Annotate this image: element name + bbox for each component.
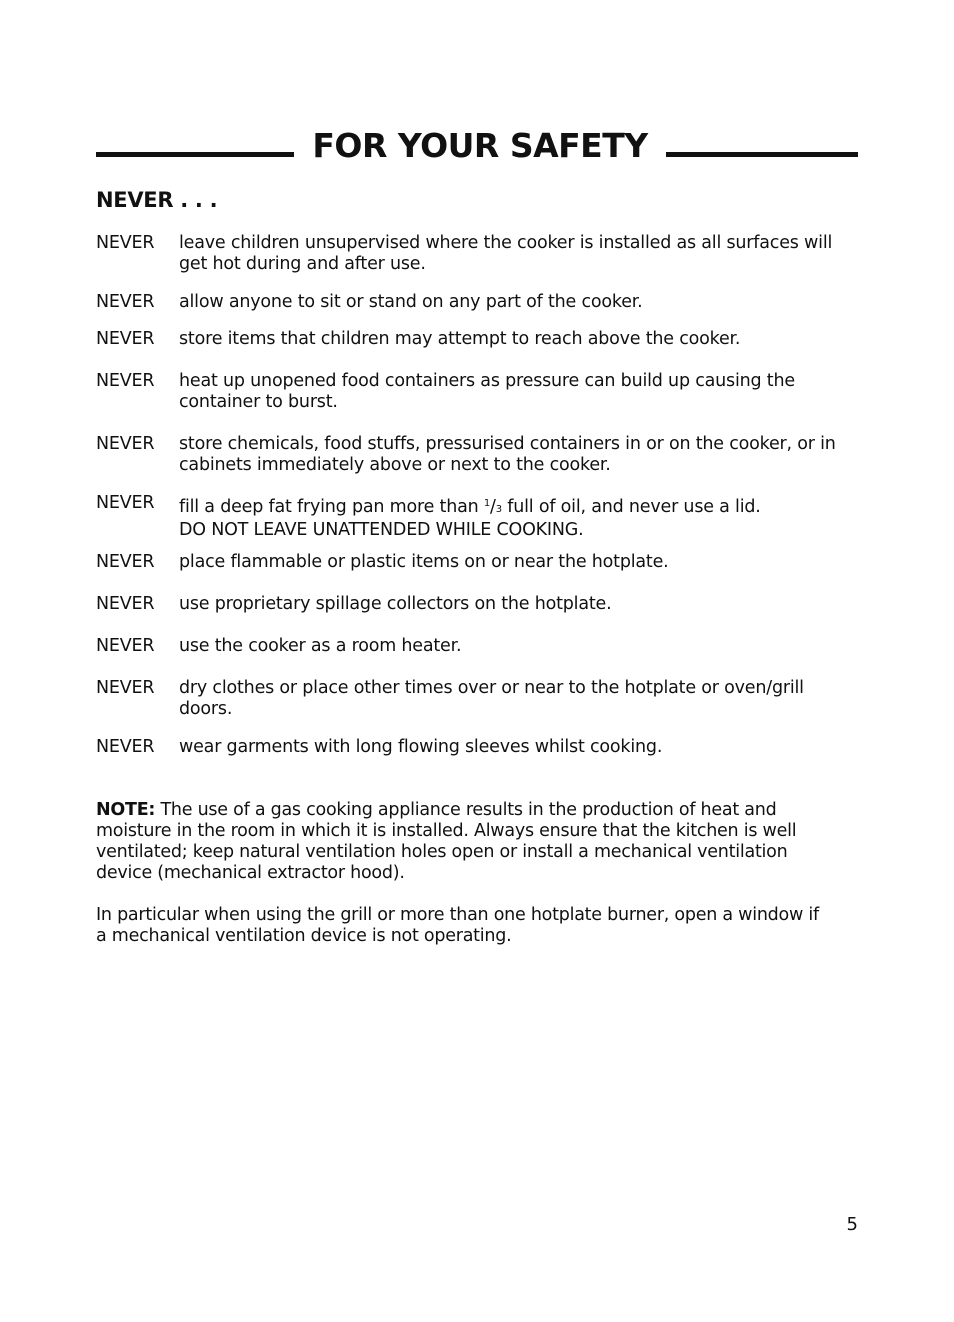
item-line: place flammable or plastic items on or near the hotplate. — [179, 552, 669, 572]
title-rule-left — [96, 152, 294, 157]
section-heading: NEVER . . . — [96, 188, 218, 212]
note-line: moisture in the room in which it is installed. Always ensure that the kitchen is well — [96, 821, 797, 841]
item-text — [179, 552, 858, 573]
item-line: wear garments with long flowing sleeves whilst cooking. — [179, 737, 663, 757]
item-label: NEVER — [96, 678, 155, 698]
fraction-numerator: 1 — [483, 498, 491, 509]
item-line: use proprietary spillage collectors on the hotplate. — [179, 594, 612, 614]
note-label: NOTE: — [96, 800, 156, 820]
note-paragraph — [96, 800, 858, 884]
item-text — [179, 434, 858, 476]
item-label: NEVER — [96, 737, 155, 757]
item-line: DO NOT LEAVE UNATTENDED WHILE COOKING. — [179, 520, 584, 540]
paragraph-line: In particular when using the grill or more than one hotplate burner, open a window if — [96, 905, 819, 925]
item-line: leave children unsupervised where the cooker is installed as all surfaces will — [179, 233, 833, 253]
item-label: NEVER — [96, 292, 155, 312]
item-line: store chemicals, food stuffs, pressurised containers in or on the cooker, or in — [179, 434, 836, 454]
item-line: dry clothes or place other times over or near to the hotplate or oven/grill — [179, 678, 804, 698]
fraction-after: full of oil, and never use a lid. — [501, 497, 761, 517]
item-text — [179, 371, 858, 413]
item-line: get hot during and after use. — [179, 254, 426, 274]
item-line: cabinets immediately above or next to the cooker. — [179, 455, 611, 475]
note-text: The use of a gas cooking appliance results in the production of heat and — [155, 800, 777, 820]
item-text — [179, 594, 858, 615]
ventilation-paragraph — [96, 905, 858, 947]
fraction-denominator: 3 — [495, 504, 502, 515]
item-line: allow anyone to sit or stand on any part of the cooker. — [179, 292, 643, 312]
item-text — [179, 493, 858, 541]
title-row — [96, 124, 858, 168]
item-label: NEVER — [96, 636, 155, 656]
item-text — [179, 292, 858, 313]
item-text — [179, 678, 858, 720]
note-line: device (mechanical extractor hood). — [96, 863, 405, 883]
item-line: heat up unopened food containers as pressure can build up causing the — [179, 371, 795, 391]
title-rule-right — [666, 152, 858, 157]
item-text — [179, 737, 858, 758]
item-text — [179, 233, 858, 275]
item-line-fraction — [179, 493, 858, 520]
item-text — [179, 329, 858, 350]
item-label: NEVER — [96, 371, 155, 391]
item-text — [179, 636, 858, 657]
page-title: FOR YOUR SAFETY — [312, 126, 648, 165]
item-line: use the cooker as a room heater. — [179, 636, 462, 656]
item-line: store items that children may attempt to reach above the cooker. — [179, 329, 741, 349]
item-line: container to burst. — [179, 392, 338, 412]
note-line — [96, 800, 858, 821]
item-label: NEVER — [96, 434, 155, 454]
item-label: NEVER — [96, 329, 155, 349]
fraction-slash: / — [490, 497, 496, 517]
page-number: 5 — [846, 1214, 858, 1235]
note-line: ventilated; keep natural ventilation holes open or install a mechanical ventilation — [96, 842, 788, 862]
item-label: NEVER — [96, 552, 155, 572]
item-label: NEVER — [96, 493, 155, 513]
item-line: doors. — [179, 699, 233, 719]
item-label: NEVER — [96, 233, 155, 253]
paragraph-line: a mechanical ventilation device is not operating. — [96, 926, 512, 946]
fraction-before: fill a deep fat frying pan more than — [179, 497, 484, 517]
item-label: NEVER — [96, 594, 155, 614]
